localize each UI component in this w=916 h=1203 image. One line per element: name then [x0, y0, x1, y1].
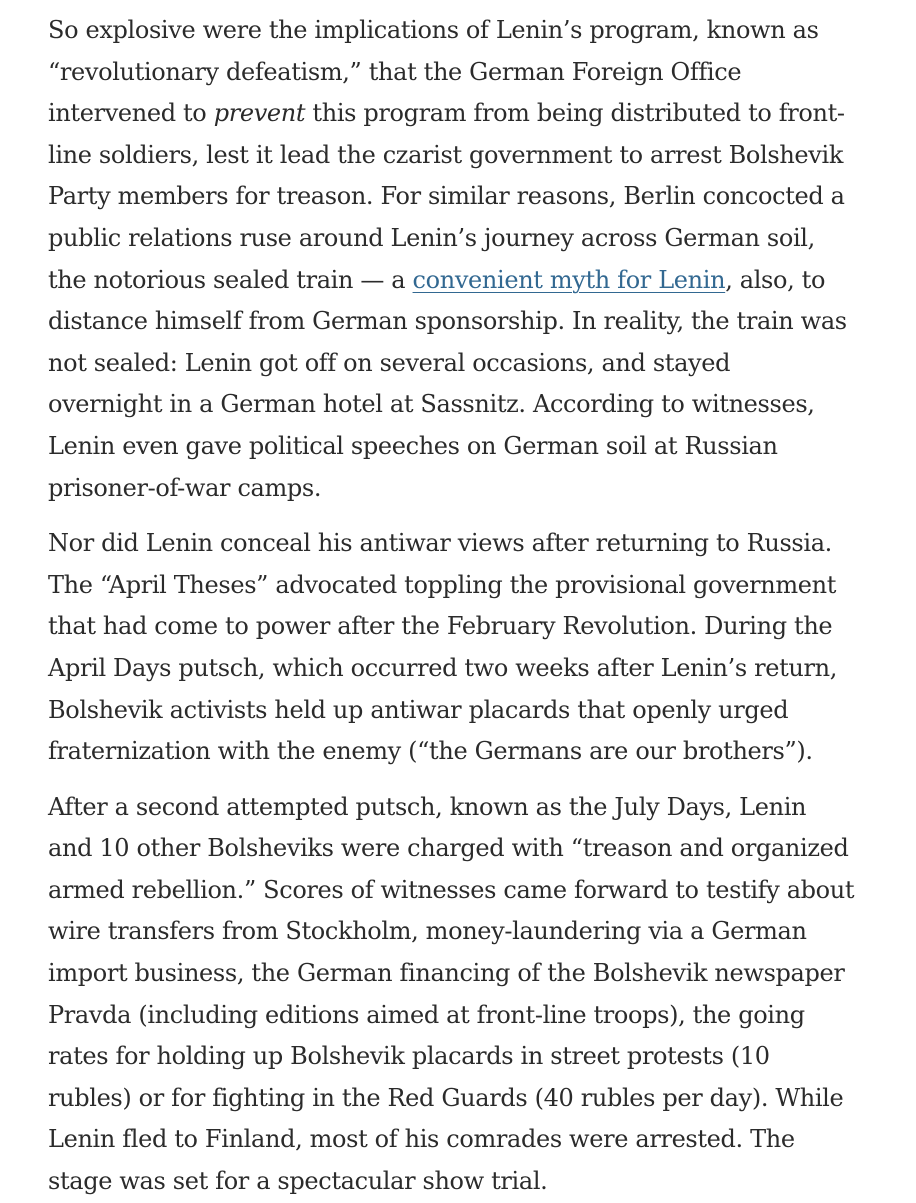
text-segment: this program from being distributed to front-	[305, 99, 845, 128]
text-line: not sealed: Lenin got off on several occasions, and stayed	[48, 348, 731, 377]
text-line: armed rebellion.” Scores of witnesses came forward to testify about	[48, 875, 855, 904]
text-line: Bolshevik activists held up antiwar placards that openly urged	[48, 695, 789, 724]
text-line: The “April Theses” advocated toppling the provisional government	[48, 570, 837, 599]
text-segment: intervened to	[48, 99, 214, 128]
text-line: Nor did Lenin conceal his antiwar views after returning to Russia.	[48, 529, 832, 558]
text-line: rates for holding up Bolshevik placards in street protests (10	[48, 1042, 770, 1071]
paragraph-1	[48, 10, 878, 509]
text-line: and 10 other Bolsheviks were charged with “treason and organized	[48, 834, 849, 863]
text-line: wire transfers from Stockholm, money-laundering via a German	[48, 917, 807, 946]
convenient-myth-link[interactable]: convenient myth for Lenin	[412, 265, 726, 294]
text-line: Party members for treason. For similar reasons, Berlin concocted a	[48, 182, 845, 211]
text-line: that had come to power after the February Revolution. During the	[48, 612, 833, 641]
article-body	[48, 10, 878, 1203]
text-line: prisoner-of-war camps.	[48, 473, 322, 502]
text-line: fraternization with the enemy (“the Germans are our brothers”).	[48, 737, 813, 766]
paragraph-2	[48, 523, 878, 773]
text-line: After a second attempted putsch, known as the July Days, Lenin	[48, 792, 807, 821]
text-line: Lenin even gave political speeches on German soil at Russian	[48, 431, 778, 460]
text-segment: , also, to	[725, 265, 826, 294]
text-line	[48, 93, 878, 135]
text-line	[48, 260, 878, 302]
text-line: import business, the German financing of the Bolshevik newspaper	[48, 959, 845, 988]
text-line: Lenin fled to Finland, most of his comrades were arrested. The	[48, 1125, 795, 1154]
paragraph-3	[48, 787, 878, 1203]
text-line: overnight in a German hotel at Sassnitz. According to witnesses,	[48, 390, 815, 419]
emphasis-text: prevent	[213, 99, 306, 128]
text-line: distance himself from German sponsorship. In reality, the train was	[48, 307, 847, 336]
text-line: Pravda (including editions aimed at front-line troops), the going	[48, 1000, 805, 1029]
text-line: April Days putsch, which occurred two weeks after Lenin’s return,	[48, 653, 838, 682]
text-line: stage was set for a spectacular show trial.	[48, 1167, 548, 1196]
text-line: public relations ruse around Lenin’s journey across German soil,	[48, 223, 815, 252]
text-line: rubles) or for fighting in the Red Guards (40 rubles per day). While	[48, 1083, 844, 1112]
text-line: So explosive were the implications of Lenin’s program, known as	[48, 16, 819, 44]
text-segment: the notorious sealed train — a	[48, 265, 413, 294]
text-line: “revolutionary defeatism,” that the German Foreign Office	[48, 57, 742, 86]
text-line: line soldiers, lest it lead the czarist government to arrest Bolshevik	[48, 140, 844, 169]
